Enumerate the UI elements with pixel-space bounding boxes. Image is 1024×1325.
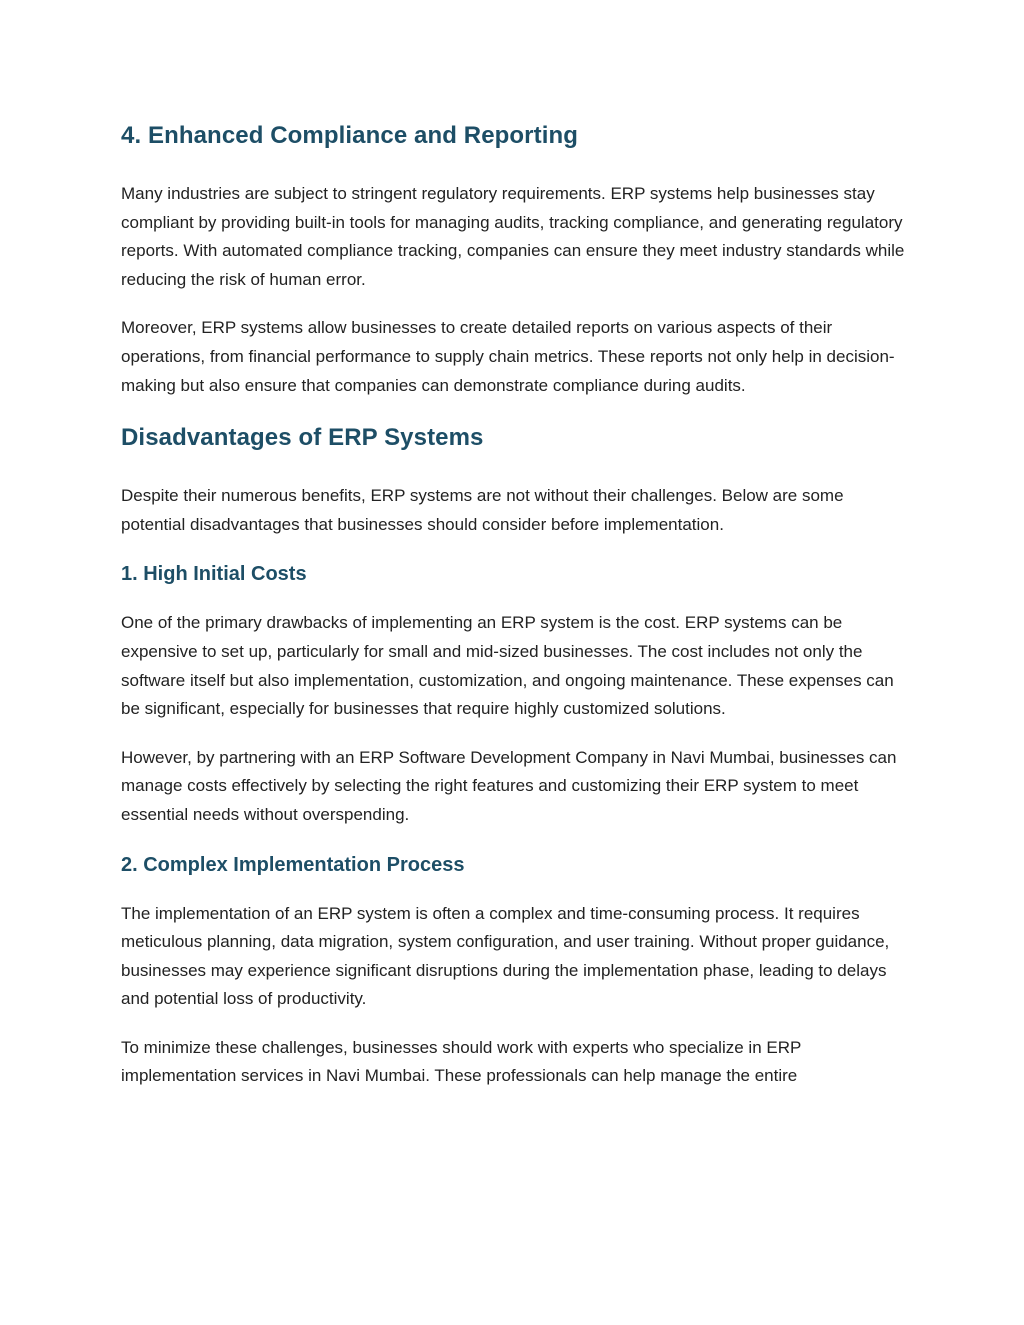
paragraph-disadvantages-intro: Despite their numerous benefits, ERP systems are not without their challenges. Below are some potential disadvantages that businesses should consider before implementation. xyxy=(121,486,844,534)
subheading-complex-implementation: 2. Complex Implementation Process xyxy=(121,853,465,876)
paragraph-costs-2: However, by partnering with an ERP Software Development Company in Navi Mumbai, businesses can manage costs effectively by selecting the right features and customizing their ERP system to meet essential needs without overspending. xyxy=(121,747,897,824)
paragraph-implementation-2: To minimize these challenges, businesses should work with experts who specialize in ERP implementation services in Navi Mumbai. These professionals can help manage the entire xyxy=(121,1037,802,1086)
paragraph-compliance-2: Moreover, ERP systems allow businesses to create detailed reports on various aspects of their operations, from financial performance to supply chain metrics. These reports not only help in decision-making but also ensure that companies can demonstrate compliance during audits. xyxy=(121,318,895,395)
section-heading-disadvantages: Disadvantages of ERP Systems xyxy=(121,424,484,452)
paragraph-costs-1: One of the primary drawbacks of implementing an ERP system is the cost. ERP systems can be expensive to set up, particularly for small and mid-sized businesses. The cost includes not only the software itself but also implementation, customization, and ongoing maintenance. These expenses can be significant, especially for businesses that require highly customized solutions. xyxy=(121,613,894,719)
paragraph-implementation-1: The implementation of an ERP system is often a complex and time-consuming process. It requires meticulous planning, data migration, system configuration, and user training. Without proper guidance, businesses may experience significant disruptions during the implementation phase, leading to delays and potential loss of productivity. xyxy=(121,903,890,1009)
subheading-high-initial-costs: 1. High Initial Costs xyxy=(121,563,307,586)
paragraph-compliance-1: Many industries are subject to stringent regulatory requirements. ERP systems help businesses stay compliant by providing built-in tools for managing audits, tracking compliance, and generating regulatory reports. With automated compliance tracking, companies can ensure they meet industry standards while reducing the risk of human error. xyxy=(121,184,905,289)
section-heading-compliance: 4. Enhanced Compliance and Reporting xyxy=(121,122,578,149)
document-page xyxy=(121,118,911,1111)
